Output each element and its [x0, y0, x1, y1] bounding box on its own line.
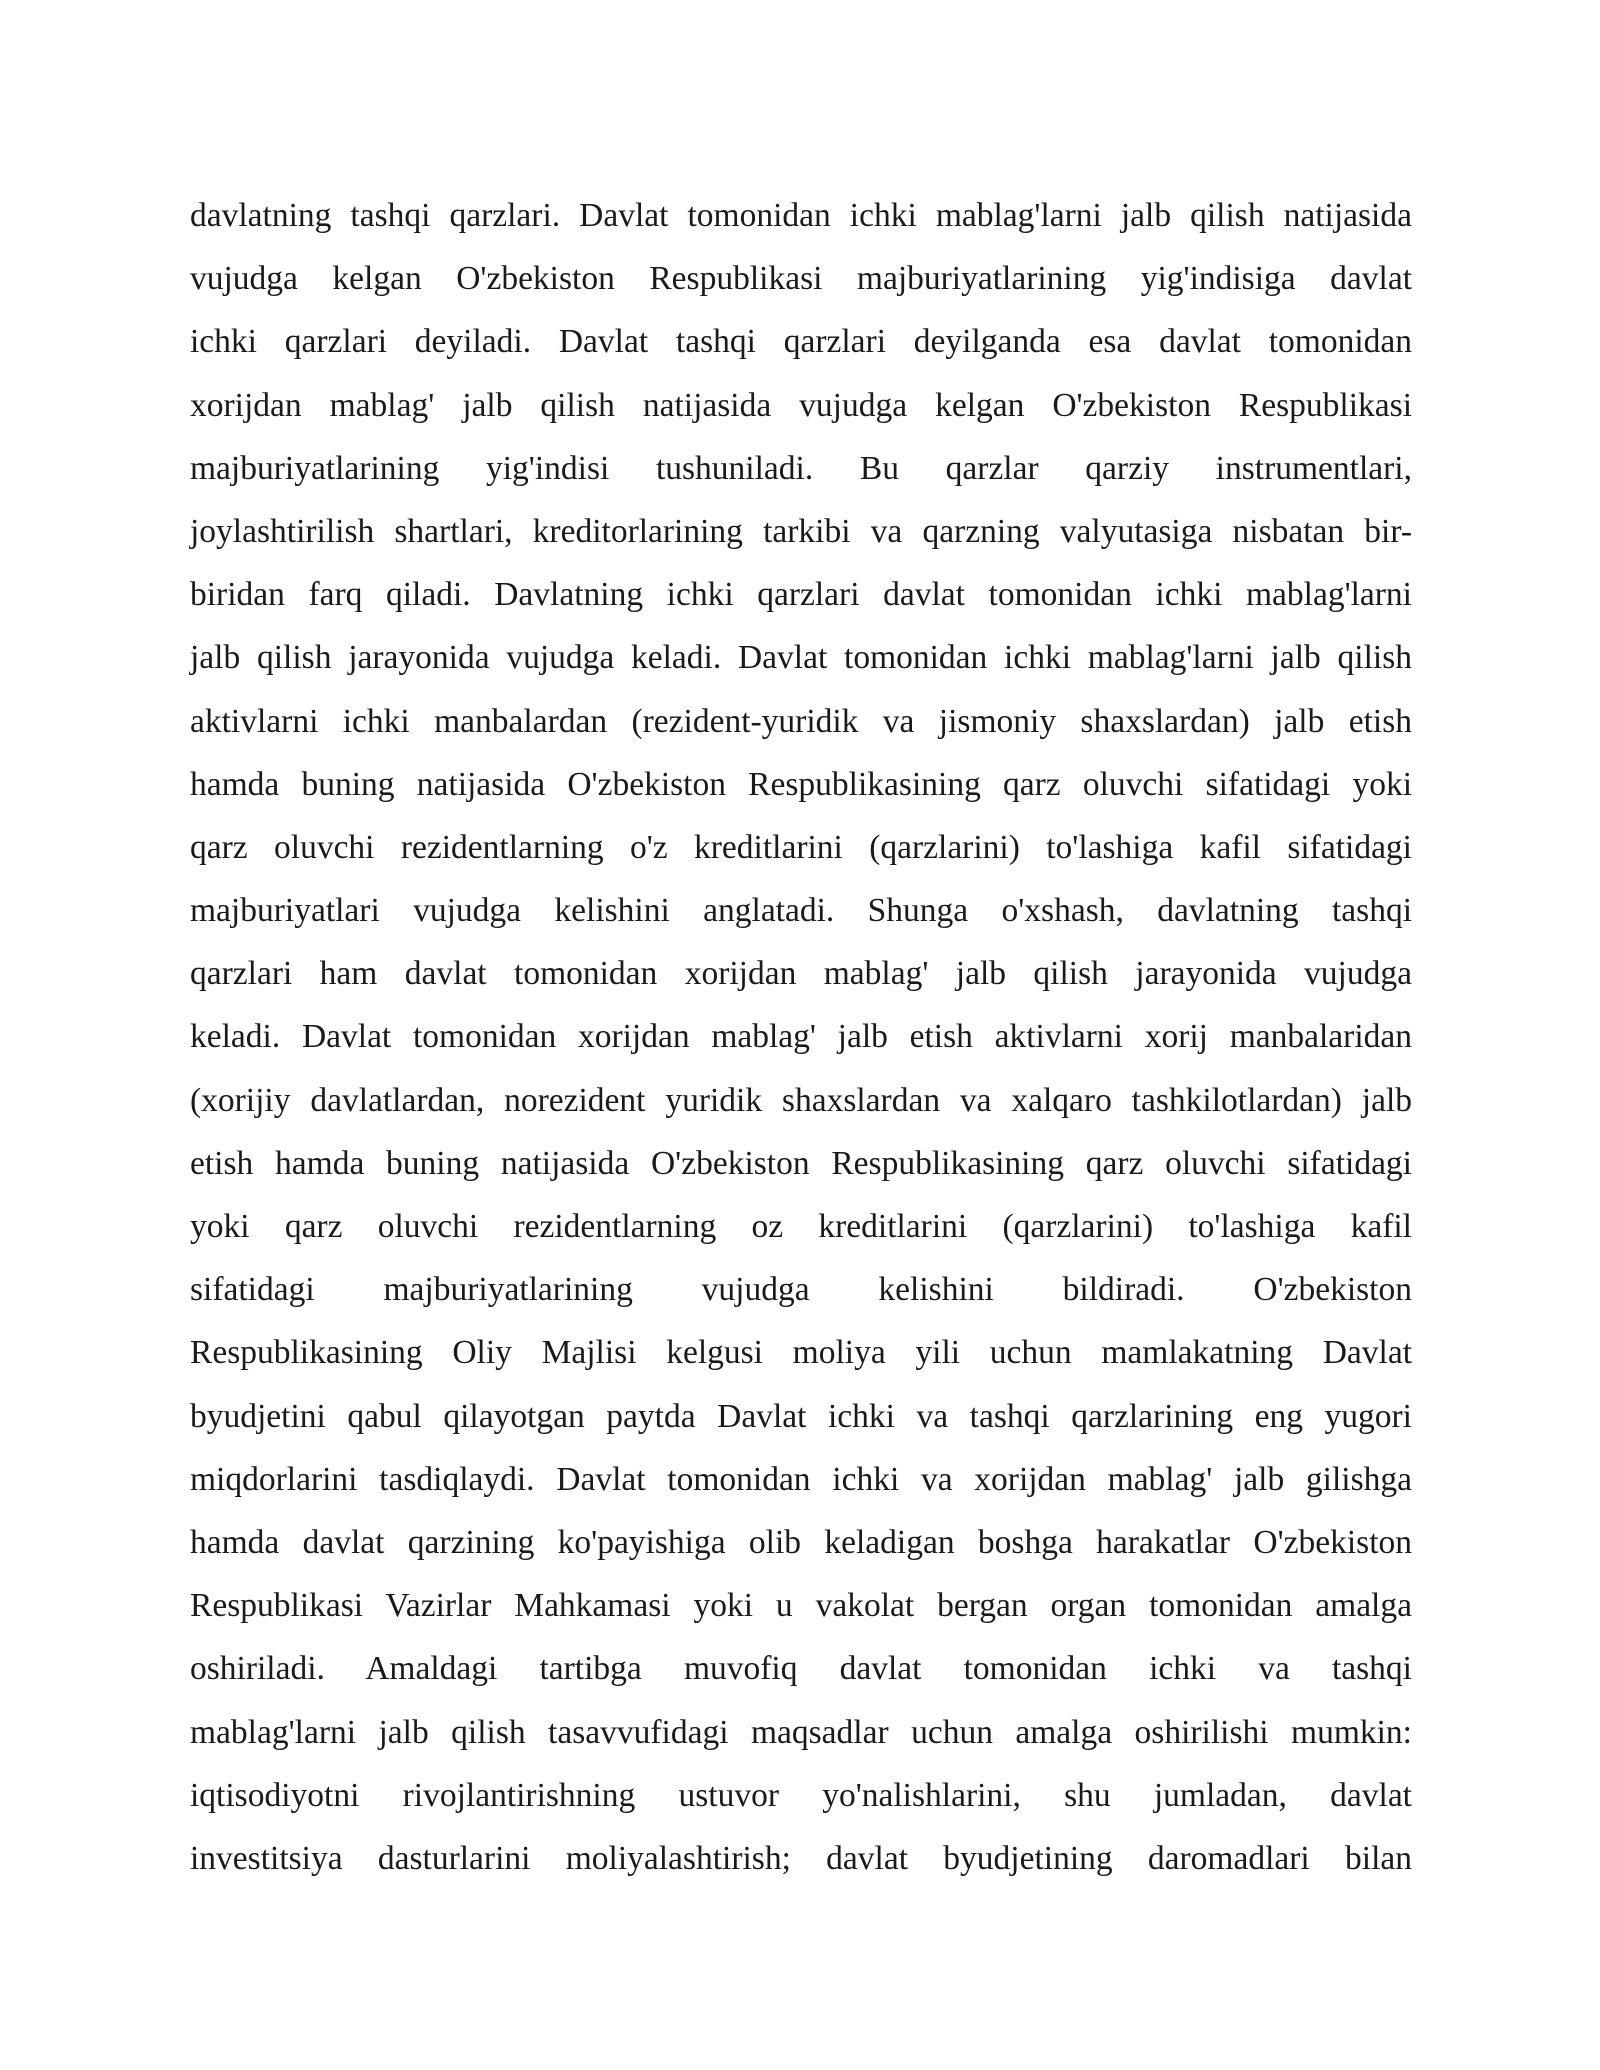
text-line: sifatidagi majburiyatlarining vujudga kelishini bildiradi. O'zbekiston: [190, 1271, 1412, 1309]
text-line: hamda davlat qarzining ko'payishiga olib keladigan boshga harakatlar O'zbekiston: [190, 1523, 1412, 1561]
text-line: aktivlarni ichki manbalardan (rezident-yuridik va jismoniy shaxslardan) jalb etish: [190, 702, 1412, 740]
text-line: investitsiya dasturlarini moliyalashtirish; davlat byudjetining daromadlari bilan: [190, 1839, 1412, 1877]
text-line: (xorijiy davlatlardan, norezident yuridik shaxslardan va xalqaro tashkilotlardan) jalb: [190, 1081, 1412, 1119]
text-line: jalb qilish jarayonida vujudga keladi. Davlat tomonidan ichki mablag'larni jalb qilish: [190, 639, 1412, 677]
text-line: etish hamda buning natijasida O'zbekiston Respublikasining qarz oluvchi sifatidagi: [190, 1144, 1412, 1182]
text-line: Respublikasi Vazirlar Mahkamasi yoki u vakolat bergan organ tomonidan amalga: [190, 1587, 1412, 1625]
text-line: oshiriladi. Amaldagi tartibga muvofiq davlat tomonidan ichki va tashqi: [190, 1650, 1412, 1688]
text-line: xorijdan mablag' jalb qilish natijasida vujudga kelgan O'zbekiston Respublikasi: [190, 386, 1412, 424]
text-line: vujudga kelgan O'zbekiston Respublikasi majburiyatlarining yig'indisiga davlat: [190, 260, 1412, 298]
text-line: mablag'larni jalb qilish tasavvufidagi maqsadlar uchun amalga oshirilishi mumkin:: [190, 1713, 1412, 1751]
text-line: Respublikasining Oliy Majlisi kelgusi moliya yili uchun mamlakatning Davlat: [190, 1334, 1412, 1372]
text-line: majburiyatlari vujudga kelishini anglatadi. Shunga o'xshash, davlatning tashqi: [190, 892, 1412, 930]
text-line: joylashtirilish shartlari, kreditorlarining tarkibi va qarzning valyutasiga nisbatan bir-: [190, 512, 1412, 550]
text-line: miqdorlarini tasdiqlaydi. Davlat tomonidan ichki va xorijdan mablag' jalb gilishga: [190, 1460, 1412, 1498]
text-line: biridan farq qiladi. Davlatning ichki qarzlari davlat tomonidan ichki mablag'larni: [190, 576, 1412, 614]
text-line: yoki qarz oluvchi rezidentlarning oz kreditlarini (qarzlarini) to'lashiga kafil: [190, 1208, 1412, 1245]
text-line: majburiyatlarining yig'indisi tushuniladi. Bu qarzlar qarziy instrumentlari,: [190, 449, 1412, 487]
body-paragraph: [190, 184, 1412, 1890]
text-line: qarz oluvchi rezidentlarning o'z kreditlarini (qarzlarini) to'lashiga kafil sifatidagi: [190, 828, 1412, 866]
text-line: keladi. Davlat tomonidan xorijdan mablag' jalb etish aktivlarni xorij manbalaridan: [190, 1018, 1412, 1056]
text-line: byudjetini qabul qilayotgan paytda Davlat ichki va tashqi qarzlarining eng yugori: [190, 1397, 1412, 1435]
text-line: hamda buning natijasida O'zbekiston Respublikasining qarz oluvchi sifatidagi yoki: [190, 765, 1412, 803]
text-line: qarzlari ham davlat tomonidan xorijdan mablag' jalb qilish jarayonida vujudga: [190, 955, 1412, 993]
text-line: iqtisodiyotni rivojlantirishning ustuvor yo'nalishlarini, shu jumladan, davlat: [190, 1776, 1412, 1814]
text-line: davlatning tashqi qarzlari. Davlat tomonidan ichki mablag'larni jalb qilish natijasida: [190, 197, 1412, 234]
text-line: ichki qarzlari deyiladi. Davlat tashqi qarzlari deyilganda esa davlat tomonidan: [190, 323, 1412, 361]
